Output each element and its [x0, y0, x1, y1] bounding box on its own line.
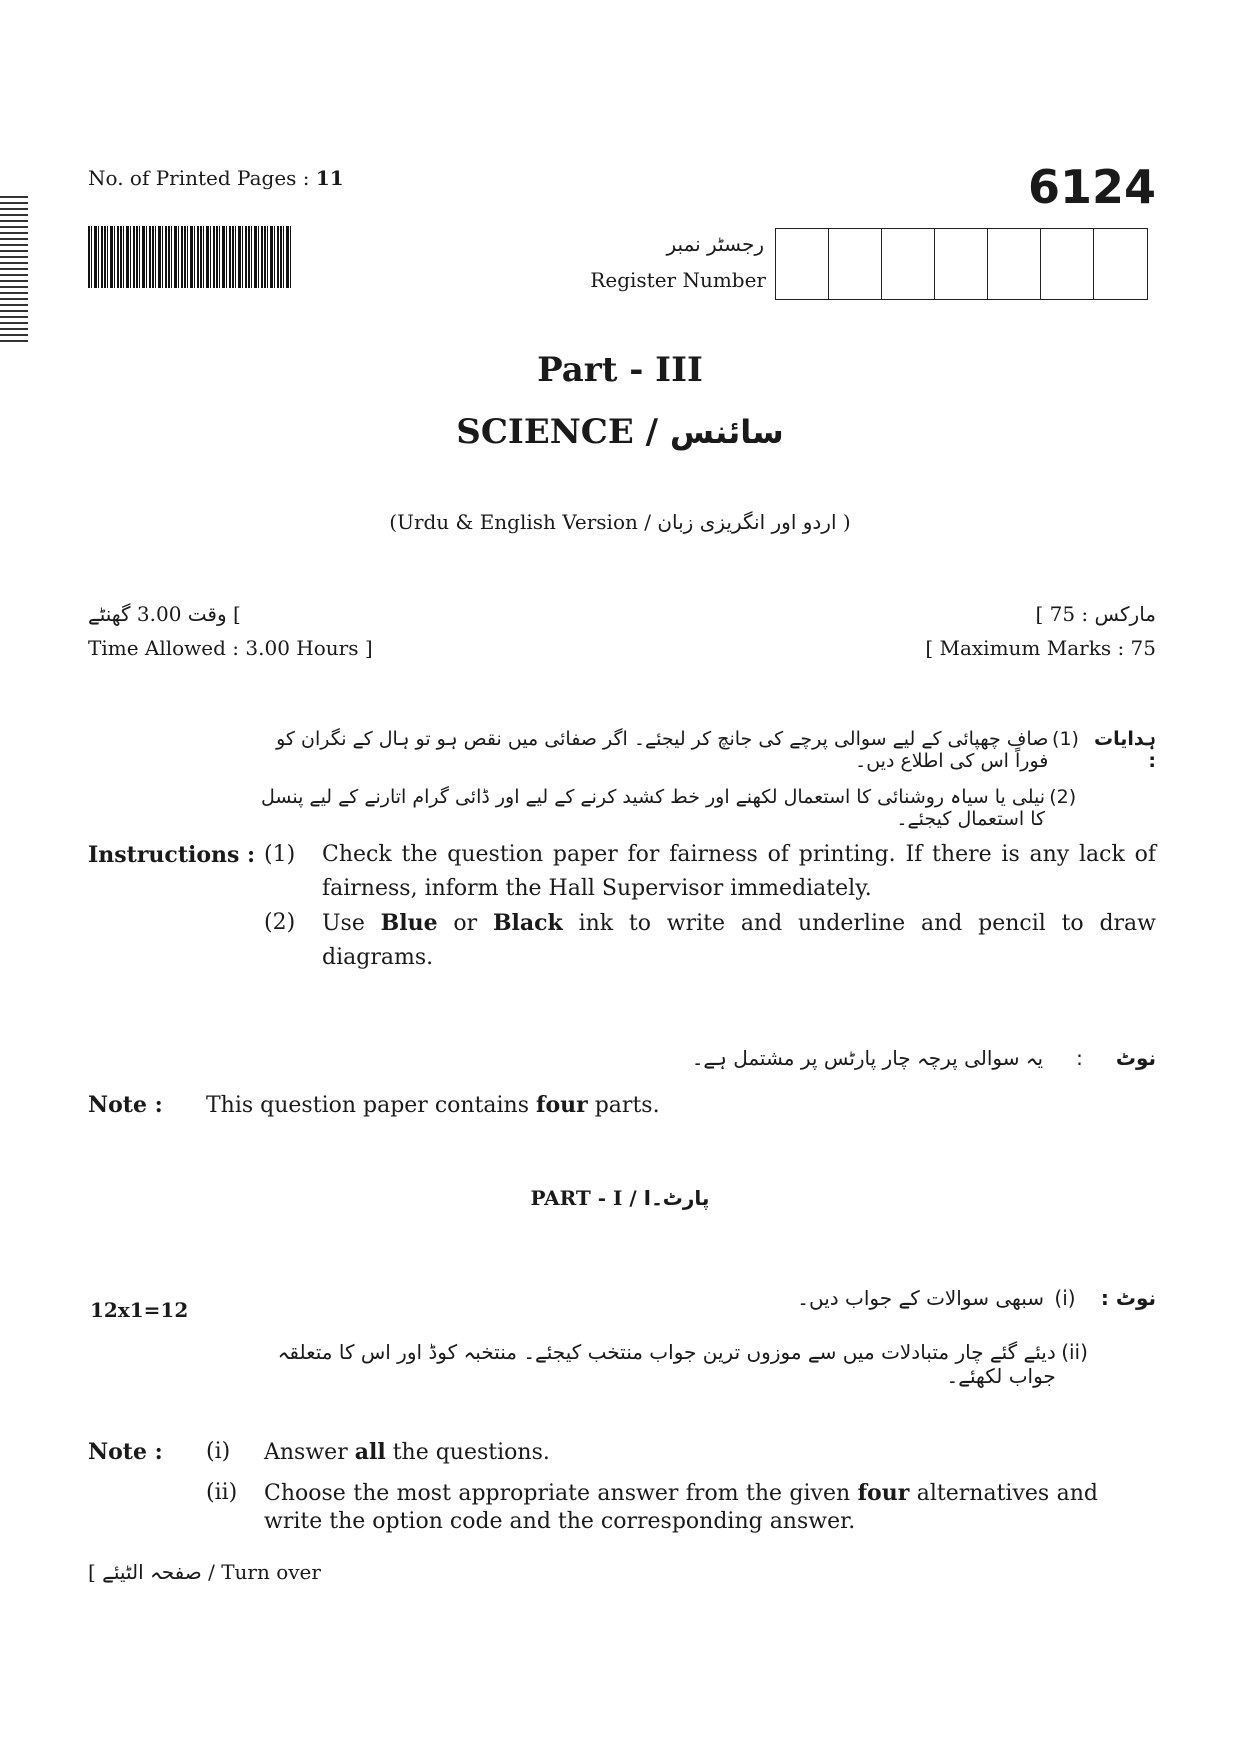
instructions: [88, 838, 1156, 975]
register-number-boxes[interactable]: [775, 228, 1148, 300]
time-allowed: Time Allowed : 3.00 Hours ]: [88, 636, 373, 660]
register-number-label: Register Number: [590, 268, 766, 292]
version-line: (Urdu & English Version / اردو اور انگریزی زبان ): [389, 510, 851, 534]
printed-pages: No. of Printed Pages : 11: [88, 166, 344, 190]
urdu-instruction-item: ہدایات : (1) صاف چھپائی کے لیے سوالی پرچے کی جانچ کر لیجئے۔ اگر صفائی میں نقص ہو تو ہال کے نگران کو فوراً اس کی اطلاع دیں۔: [276, 728, 1156, 772]
turn-over: [ صفحہ الٹیئے / Turn over: [88, 1560, 321, 1584]
urdu-instructions: [256, 728, 1156, 830]
urdu-note-two: [256, 1286, 1156, 1388]
note-two: [88, 1438, 1098, 1536]
marks-scheme: 12x1=12: [90, 1298, 189, 1322]
register-cell[interactable]: [882, 229, 935, 299]
maximum-marks: [ Maximum Marks : 75: [925, 636, 1156, 660]
margin-tick-marks: [0, 196, 28, 346]
register-cell[interactable]: [776, 229, 829, 299]
paper-code: 6124: [1027, 160, 1156, 214]
time-urdu: گھنٹے 3.00 وقت [: [88, 602, 241, 626]
part-title: Part - III: [537, 350, 703, 390]
subject-title: SCIENCE / سائنس: [456, 412, 784, 452]
instruction-item: Instructions : (1) Check the question paper for fairness of printing. If there is any lack of fairness, inform the Hall Supervisor immediately.: [88, 842, 1156, 901]
note-item: Note : (i) Answer all the questions.: [88, 1439, 550, 1465]
instruction-item: (2) Use Blue or Black ink to write and underline and pencil to draw diagrams.: [264, 910, 1157, 970]
note: Note : This question paper contains four parts.: [88, 1092, 660, 1118]
register-cell[interactable]: [1041, 229, 1094, 299]
register-cell[interactable]: [829, 229, 882, 299]
urdu-note: نوٹ : یہ سوالی پرچہ چار پارٹس پر مشتمل ہے۔: [691, 1046, 1156, 1070]
barcode: [88, 226, 292, 288]
register-number-urdu: رجسٹر نمبر: [666, 232, 764, 256]
register-cell[interactable]: [988, 229, 1041, 299]
part-one-heading: PART - I / پارٹ۔I: [530, 1186, 710, 1210]
urdu-instruction-item: (2) نیلی یا سیاہ روشنائی کا استعمال لکھنے اور خط کشید کرنے کے لیے اور ڈائی گرام اتارنے کے لیے پنسل کا استعمال کیجئے۔: [261, 786, 1077, 830]
marks-urdu: [ 75 : مارکس: [1035, 602, 1156, 626]
urdu-note-item: (ii) دیئے گئے چار متبادلات میں سے موزوں ترین جواب منتخب کیجئے۔ منتخبہ کوڈ اور اس کا متعلقہ جواب لکھئے۔: [277, 1340, 1088, 1388]
register-cell[interactable]: [935, 229, 988, 299]
note-item: (ii) Choose the most appropriate answer from the given four alternatives and write the option code and the corresponding answer.: [206, 1480, 1098, 1534]
urdu-note-item: نوٹ : (i) سبھی سوالات کے جواب دیں۔: [797, 1286, 1156, 1310]
register-cell[interactable]: [1094, 229, 1147, 299]
